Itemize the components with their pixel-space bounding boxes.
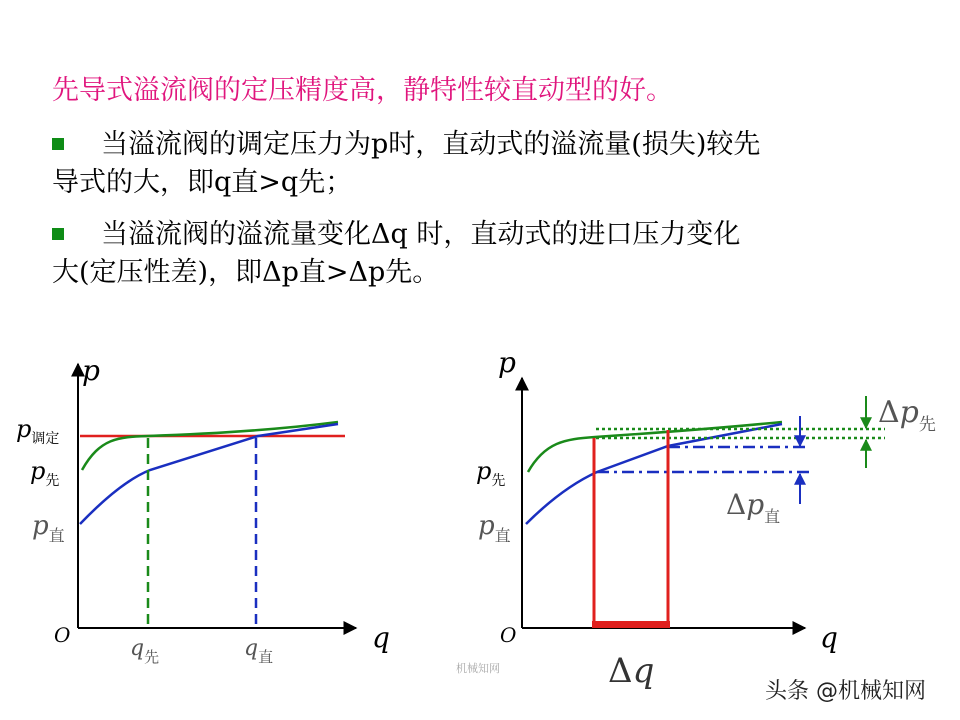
left-p-direct-main: p <box>32 511 49 541</box>
headline: 先导式溢流阀的定压精度高，静特性较直动型的好。 <box>52 75 673 106</box>
right-p-direct-sub: 直 <box>494 526 511 545</box>
watermark-corner: 头条 @机械知网 <box>765 679 926 704</box>
right-q-axis-label: q <box>820 621 838 654</box>
left-q-pilot-label <box>130 636 159 666</box>
right-dq-bar <box>592 621 670 628</box>
left-p-set-label <box>16 415 59 447</box>
right-dp-pilot-label <box>878 395 936 435</box>
left-q-direct-main: q <box>244 636 259 661</box>
left-graph <box>16 354 390 666</box>
left-q-direct-label <box>244 636 273 666</box>
right-dp-pilot-main: p <box>899 395 919 430</box>
right-dp-direct-label <box>726 488 780 526</box>
left-p-direct-label <box>32 511 65 545</box>
left-q-direct-sub: 直 <box>258 648 274 666</box>
right-dp-direct-sub: 直 <box>764 507 781 526</box>
right-dp-direct-delta: Δ <box>726 488 747 521</box>
left-p-pilot-label <box>30 457 59 489</box>
left-q-pilot-sub: 先 <box>144 648 160 666</box>
right-dp-pilot-sub: 先 <box>918 415 936 435</box>
left-p-set-main: p <box>16 415 32 443</box>
right-p-axis-label: p <box>498 346 516 379</box>
bullet-2-text-1: 当溢流阀的溢流量变化Δq 时，直动式的进口压力变化 <box>101 219 741 250</box>
right-dp-direct-main: p <box>746 488 765 521</box>
right-p-pilot-sub: 先 <box>491 473 506 489</box>
right-p-direct-main: p <box>478 511 495 541</box>
left-p-axis-label: p <box>82 354 100 387</box>
right-dp-pilot-delta: Δ <box>878 395 900 430</box>
right-p-pilot-main: p <box>476 457 492 485</box>
right-dq-label <box>608 651 654 691</box>
left-q-axis-label: q <box>372 621 390 654</box>
right-p-pilot-label <box>476 457 505 489</box>
left-p-direct-sub: 直 <box>48 526 65 545</box>
bullet-2-line-2: 大(定压性差)，即Δp直>Δp先。 <box>52 257 440 288</box>
left-p-pilot-sub: 先 <box>45 473 60 489</box>
watermark-small: 机械知网 <box>456 662 500 675</box>
left-p-pilot-main: p <box>30 457 46 485</box>
right-origin-label: O <box>500 623 517 647</box>
left-q-pilot-main: q <box>130 636 145 661</box>
left-p-set-sub: 调定 <box>31 431 60 447</box>
right-dq-main: q <box>632 651 655 691</box>
bullet-1-text-1: 当溢流阀的调定压力为p时，直动式的溢流量(损失)较先 <box>101 129 761 160</box>
right-p-direct-label <box>478 511 511 545</box>
bullet-1-line-2: 导式的大，即q直>q先； <box>52 167 353 198</box>
right-graph <box>476 346 936 691</box>
left-origin-label: O <box>54 623 71 647</box>
right-dq-delta: Δ <box>608 651 633 691</box>
